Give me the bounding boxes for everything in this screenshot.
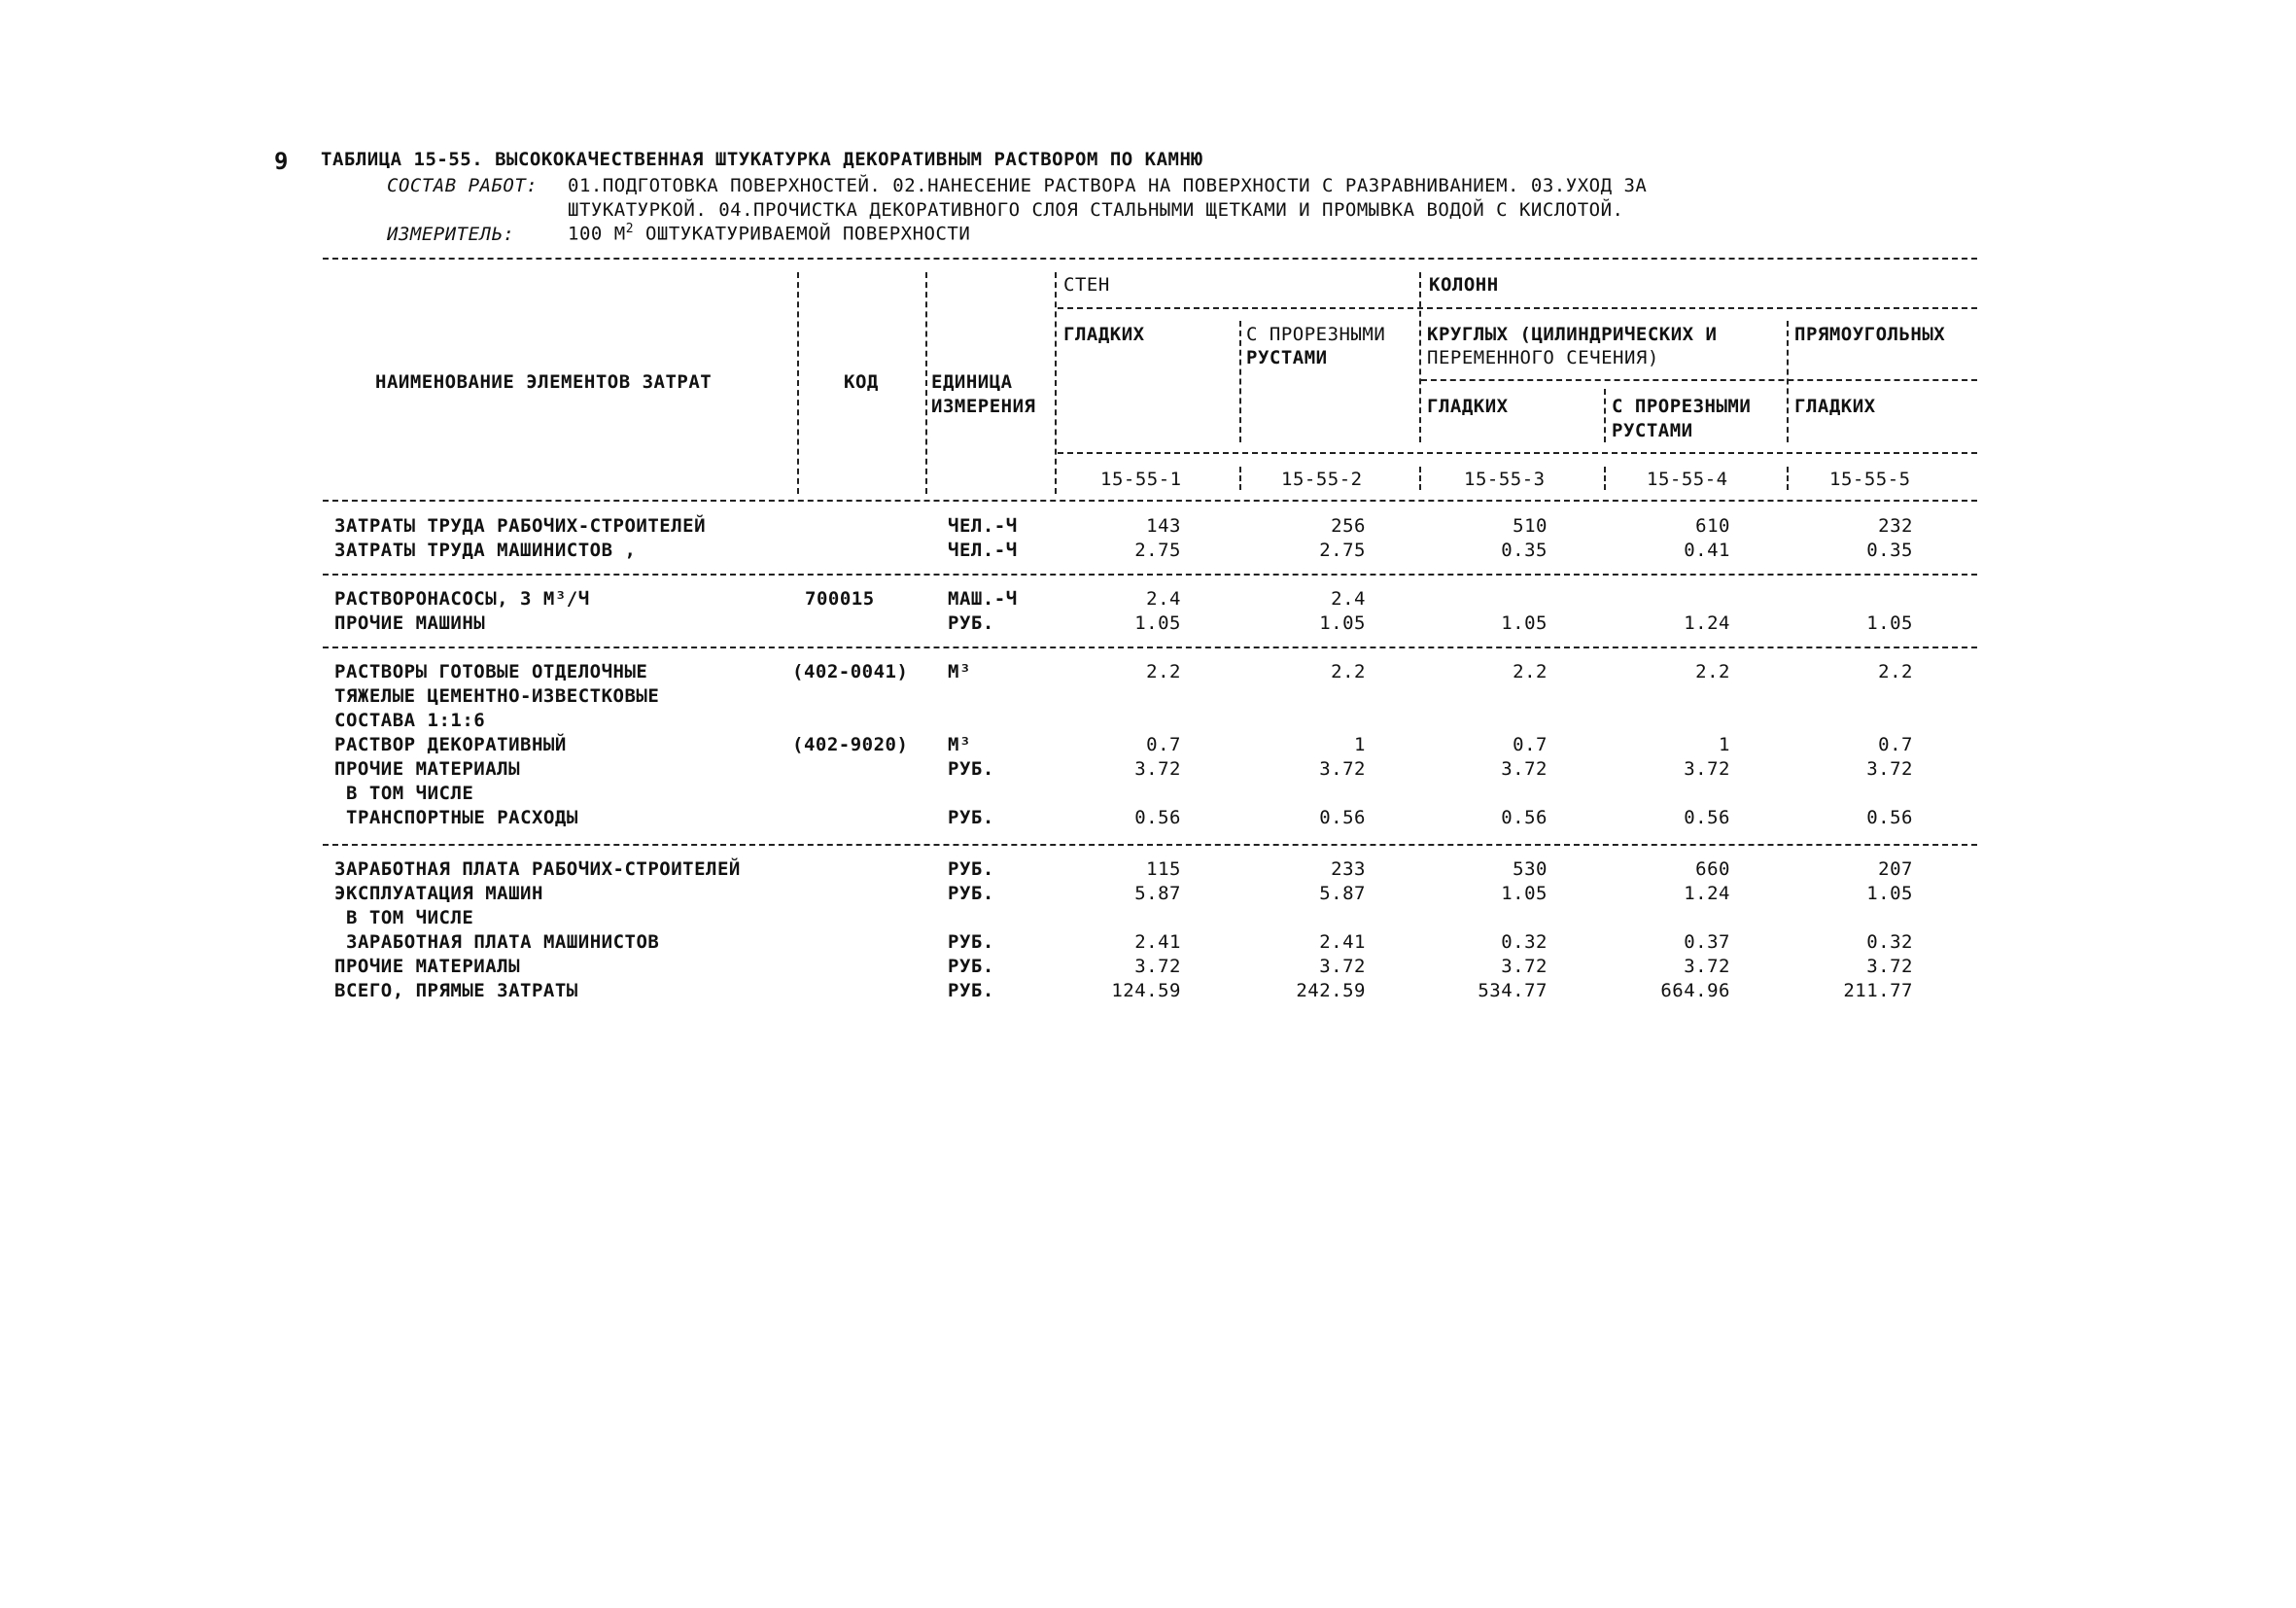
row-value: 207: [1878, 858, 1913, 880]
code-15-55-2: 15-55-2: [1281, 469, 1363, 490]
header-name-col: НАИМЕНОВАНИЕ ЭЛЕМЕНТОВ ЗАТРАТ: [375, 371, 713, 393]
row-code: (402-9020): [792, 734, 909, 755]
row-value: 1.05: [1134, 612, 1181, 634]
row-value: 3.72: [1319, 758, 1366, 780]
row-unit: МАШ.-Ч: [948, 588, 1018, 610]
row-value: 256: [1331, 515, 1366, 537]
header-round-2: ПЕРЕМЕННОГО СЕЧЕНИЯ): [1427, 347, 1659, 368]
header-round-smooth: ГЛАДКИХ: [1427, 396, 1509, 417]
row-unit: РУБ.: [948, 858, 994, 880]
row-name: ПРОЧИЕ МАТЕРИАЛЫ: [334, 758, 521, 780]
col-rule-2: [925, 272, 927, 494]
code-15-55-3: 15-55-3: [1464, 469, 1546, 490]
row-value: 232: [1878, 515, 1913, 537]
row-name: РАСТВОР ДЕКОРАТИВНЫЙ: [334, 734, 567, 755]
row-value: 0.56: [1684, 807, 1730, 828]
row-value: 660: [1695, 858, 1730, 880]
work-composition-line-1: 01.ПОДГОТОВКА ПОВЕРХНОСТЕЙ. 02.НАНЕСЕНИЕ РАСТВОРА НА ПОВЕРХНОСТИ С РАЗРАВНИВАНИЕМ. 03.УХОД ЗА: [568, 175, 1648, 196]
row-value: 510: [1513, 515, 1548, 537]
row-value: 0.56: [1866, 807, 1913, 828]
row-unit: РУБ.: [948, 980, 994, 1001]
row-unit: РУБ.: [948, 883, 994, 904]
row-name: ЗАРАБОТНАЯ ПЛАТА РАБОЧИХ-СТРОИТЕЛЕЙ: [334, 858, 741, 880]
row-value: 1.05: [1501, 883, 1548, 904]
row-value: 0.41: [1684, 540, 1730, 561]
rule-under-groups: [1058, 307, 1977, 309]
row-value: 211.77: [1843, 980, 1913, 1001]
col-rule-3: [1055, 272, 1057, 494]
row-value: 3.72: [1684, 956, 1730, 977]
row-value: 143: [1146, 515, 1181, 537]
header-rect: ПРЯМОУГОЛЬНЫХ: [1794, 324, 1946, 345]
row-value: 0.32: [1501, 931, 1548, 953]
row-value: 5.87: [1134, 883, 1181, 904]
header-walls-smooth: ГЛАДКИХ: [1063, 324, 1145, 345]
table-title: ТАБЛИЦА 15-55. ВЫСОКОКАЧЕСТВЕННАЯ ШТУКАТУРКА ДЕКОРАТИВНЫМ РАСТВОРОМ ПО КАМНЮ: [321, 149, 1203, 170]
row-value: 3.72: [1684, 758, 1730, 780]
row-value: 124.59: [1111, 980, 1181, 1001]
header-walls-rust-2: РУСТАМИ: [1246, 347, 1328, 368]
header-columns: КОЛОНН: [1429, 274, 1499, 296]
row-unit: ЧЕЛ.-Ч: [948, 515, 1018, 537]
row-value: 2.2: [1513, 661, 1548, 682]
row-value: 1.05: [1866, 612, 1913, 634]
row-value: 2.4: [1146, 588, 1181, 610]
row-value: 0.35: [1501, 540, 1548, 561]
header-unit-col-2: ИЗМЕРЕНИЯ: [931, 396, 1036, 417]
row-value: 3.72: [1501, 956, 1548, 977]
row-value: 0.7: [1878, 734, 1913, 755]
row-value: 2.4: [1331, 588, 1366, 610]
row-value: 0.56: [1134, 807, 1181, 828]
row-value: 0.7: [1146, 734, 1181, 755]
header-round-rust-1: С ПРОРЕЗНЫМИ: [1612, 396, 1752, 417]
row-value: 2.41: [1134, 931, 1181, 953]
row-unit: РУБ.: [948, 956, 994, 977]
row-value: 3.72: [1866, 758, 1913, 780]
meter-value-b: ОШТУКАТУРИВАЕМОЙ ПОВЕРХНОСТИ: [644, 223, 971, 245]
rule-top: [323, 258, 1977, 260]
row-name: РАСТВОРЫ ГОТОВЫЕ ОТДЕЛОЧНЫЕ: [334, 661, 648, 682]
rule-sep-2: [323, 647, 1977, 648]
row-value: 664.96: [1660, 980, 1730, 1001]
code-15-55-4: 15-55-4: [1647, 469, 1728, 490]
row-code: 700015: [805, 588, 875, 610]
row-name: В ТОМ ЧИСЛЕ: [346, 907, 474, 928]
row-value: 0.32: [1866, 931, 1913, 953]
row-name: ЗАТРАТЫ ТРУДА РАБОЧИХ-СТРОИТЕЛЕЙ: [334, 515, 707, 537]
row-value: 115: [1146, 858, 1181, 880]
code-sep-4: [1787, 467, 1789, 490]
header-rect-smooth: ГЛАДКИХ: [1794, 396, 1876, 417]
row-value: 530: [1513, 858, 1548, 880]
rule-header-bottom: [323, 500, 1977, 502]
row-value: 2.75: [1319, 540, 1366, 561]
row-value: 3.72: [1134, 758, 1181, 780]
row-value: 2.2: [1878, 661, 1913, 682]
meter-value-a: 100 М: [568, 223, 626, 245]
col-rule-7: [1787, 321, 1789, 442]
row-value: 2.2: [1331, 661, 1366, 682]
row-value: 1.24: [1684, 612, 1730, 634]
row-unit: ЧЕЛ.-Ч: [948, 540, 1018, 561]
work-composition-line-2: ШТУКАТУРКОЙ. 04.ПРОЧИСТКА ДЕКОРАТИВНОГО СЛОЯ СТАЛЬНЫМИ ЩЕТКАМИ И ПРОМЫВКА ВОДОЙ С КИСЛОТОЙ.: [568, 199, 1624, 221]
header-unit-col-1: ЕДИНИЦА: [931, 371, 1013, 393]
code-sep-1: [1239, 467, 1241, 490]
row-value: 3.72: [1134, 956, 1181, 977]
row-value: 610: [1695, 515, 1730, 537]
row-value: 2.75: [1134, 540, 1181, 561]
code-15-55-1: 15-55-1: [1100, 469, 1182, 490]
header-walls: СТЕН: [1063, 274, 1110, 296]
row-unit: РУБ.: [948, 758, 994, 780]
row-value: 0.7: [1513, 734, 1548, 755]
row-value: 2.2: [1146, 661, 1181, 682]
row-value: 3.72: [1501, 758, 1548, 780]
row-value: 0.56: [1319, 807, 1366, 828]
row-value: 0.37: [1684, 931, 1730, 953]
header-walls-rust-1: С ПРОРЕЗНЫМИ: [1246, 324, 1386, 345]
meter-label: ИЗМЕРИТЕЛЬ:: [387, 224, 515, 245]
row-code: (402-0041): [792, 661, 909, 682]
col-rule-4: [1239, 321, 1241, 442]
row-name: ТРАНСПОРТНЫЕ РАСХОДЫ: [346, 807, 578, 828]
row-name: ВСЕГО, ПРЯМЫЕ ЗАТРАТЫ: [334, 980, 578, 1001]
row-name: ЗАТРАТЫ ТРУДА МАШИНИСТОВ ,: [334, 540, 637, 561]
row-value: 1: [1354, 734, 1366, 755]
rule-under-round: [1421, 379, 1977, 381]
rule-above-codes: [1058, 452, 1977, 454]
row-value: 0.56: [1501, 807, 1548, 828]
row-name: ТЯЖЕЛЫЕ ЦЕМЕНТНО-ИЗВЕСТКОВЫЕ: [334, 685, 660, 707]
row-value: 3.72: [1319, 956, 1366, 977]
meter-sup: 2: [625, 222, 635, 236]
col-rule-1: [797, 272, 799, 494]
row-value: 233: [1331, 858, 1366, 880]
row-name: ЗАРАБОТНАЯ ПЛАТА МАШИНИСТОВ: [346, 931, 660, 953]
row-value: 1: [1719, 734, 1730, 755]
row-value: 1.05: [1501, 612, 1548, 634]
col-rule-5: [1419, 272, 1421, 442]
work-composition-label: СОСТАВ РАБОТ:: [387, 175, 539, 196]
row-value: 0.35: [1866, 540, 1913, 561]
row-value: 534.77: [1478, 980, 1548, 1001]
col-rule-6: [1604, 389, 1606, 442]
row-unit: М³: [948, 734, 971, 755]
row-name: ПРОЧИЕ МАШИНЫ: [334, 612, 486, 634]
page-number: 9: [274, 148, 289, 175]
header-round-rust-2: РУСТАМИ: [1612, 420, 1693, 441]
row-value: 3.72: [1866, 956, 1913, 977]
row-value: 2.41: [1319, 931, 1366, 953]
row-name: РАСТВОРОНАСОСЫ, 3 М³/Ч: [334, 588, 590, 610]
row-unit: РУБ.: [948, 807, 994, 828]
header-round-1: КРУГЛЫХ (ЦИЛИНДРИЧЕСКИХ И: [1427, 324, 1718, 345]
row-value: 5.87: [1319, 883, 1366, 904]
row-name: ПРОЧИЕ МАТЕРИАЛЫ: [334, 956, 521, 977]
code-sep-3: [1604, 467, 1606, 490]
header-code-col: КОД: [844, 371, 879, 393]
row-name: ЭКСПЛУАТАЦИЯ МАШИН: [334, 883, 543, 904]
row-value: 1.24: [1684, 883, 1730, 904]
row-unit: М³: [948, 661, 971, 682]
row-value: 2.2: [1695, 661, 1730, 682]
code-sep-2: [1419, 467, 1421, 490]
rule-sep-3: [323, 844, 1977, 846]
row-value: 1.05: [1866, 883, 1913, 904]
code-15-55-5: 15-55-5: [1829, 469, 1911, 490]
row-value: 1.05: [1319, 612, 1366, 634]
row-name: СОСТАВА 1:1:6: [334, 710, 486, 731]
meter-value: [568, 222, 970, 244]
row-name: В ТОМ ЧИСЛЕ: [346, 783, 474, 804]
row-unit: РУБ.: [948, 931, 994, 953]
row-unit: РУБ.: [948, 612, 994, 634]
row-value: 242.59: [1296, 980, 1366, 1001]
rule-sep-1: [323, 574, 1977, 576]
